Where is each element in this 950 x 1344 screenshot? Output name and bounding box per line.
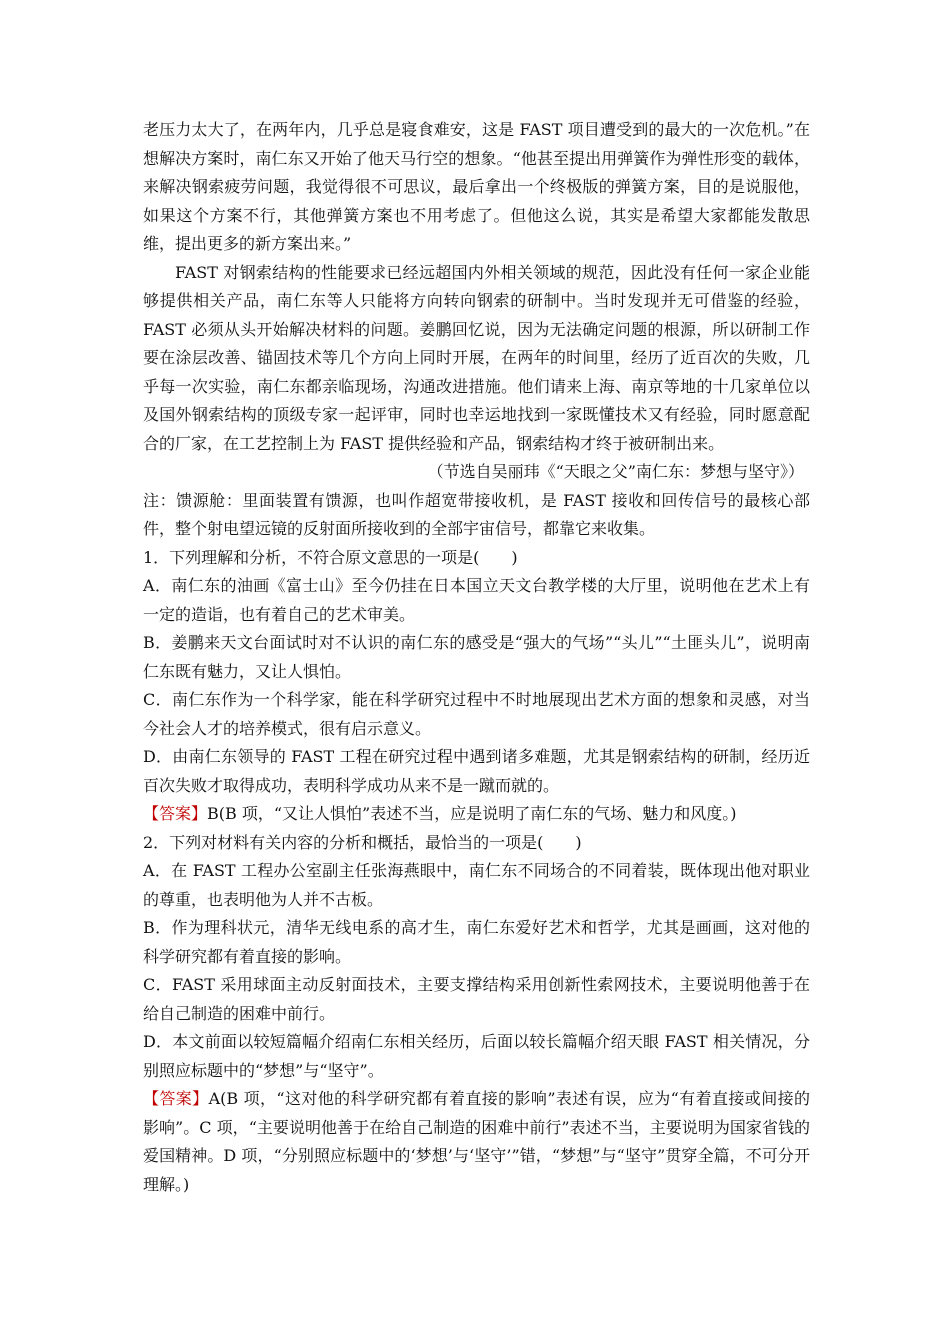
option-c: C．南仁东作为一个科学家，能在科学研究过程中不时地展现出艺术方面的想象和灵感，对当今社会人才的培养模式，很有启示意义。	[143, 690, 810, 738]
question-2	[143, 829, 810, 1200]
option-b: B．作为理科状元，清华无线电系的高才生，南仁东爱好艺术和哲学，尤其是画画，这对他的科学研究都有着直接的影响。	[143, 918, 810, 966]
option-c: C．FAST 采用球面主动反射面技术，主要支撑结构采用创新性索网技术，主要说明他善于在给自己制造的困难中前行。	[143, 975, 810, 1023]
answer-text: B(B 项，“又让人惧怕”表述不当，应是说明了南仁东的气场、魅力和风度。)	[207, 804, 737, 823]
answer-tag: 【答案】	[143, 804, 208, 823]
question-stem: 1．下列理解和分析，不符合原文意思的一项是( )	[143, 547, 518, 567]
option-d: D．本文前面以较短篇幅介绍南仁东相关经历，后面以较长篇幅介绍天眼 FAST 相关情况，分别照应标题中的“梦想”与“坚守”。	[143, 1032, 810, 1080]
passage-paragraph-1: 老压力太大了，在两年内，几乎总是寝食难安，这是 FAST 项目遭受到的最大的一次危机。”在想解决方案时，南仁东又开始了他天马行空的想象。“他甚至提出用弹簧作为弹性形变的载体，来解决钢索疲劳问题，我觉得很不可思议，最后拿出一个终极版的弹簧方案，目的是说服他，如果这个方案不行，其他弹簧方案也不用考虑了。但他这么说，其实是希望大家都能发散思维，提出更多的新方案出来。”	[143, 120, 810, 253]
footnote: 注：馈源舱：里面装置有馈源，也叫作超宽带接收机，是 FAST 接收和回传信号的最核心部件，整个射电望远镜的反射面所接收到的全部宇宙信号，都靠它来收集。	[143, 490, 810, 538]
passage-paragraph-2: FAST 对钢索结构的性能要求已经远超国内外相关领域的规范，因此没有任何一家企业能够提供相关产品，南仁东等人只能将方向转向钢索的研制中。当时发现并无可借鉴的经验，FAST 必须从头开始解决材料的问题。姜鹏回忆说，因为无法确定问题的根源，所以研制工作要在涂层改善、锚固技术等几个方向上同时开展，在两年的时间里，经历了近百次的失败，几乎每一次实验，南仁东都亲临现场，沟通改进措施。他们请来上海、南京等地的十几家单位以及国外钢索结构的顶级专家一起评审，同时也幸运地找到一家既懂技术又有经验，同时愿意配合的厂家，在工艺控制上为 FAST 提供经验和产品，钢索结构才终于被研制出来。	[143, 262, 810, 453]
option-a: A．南仁东的油画《富士山》至今仍挂在日本国立天文台教学楼的大厅里，说明他在艺术上有一定的造诣，也有着自己的艺术审美。	[143, 576, 810, 624]
option-d: D．由南仁东领导的 FAST 工程在研究过程中遇到诸多难题，尤其是钢索结构的研制，经历近百次失败才取得成功，表明科学成功从来不是一蹴而就的。	[143, 747, 810, 795]
option-b: B．姜鹏来天文台面试时对不认识的南仁东的感受是“强大的气场”“头儿”“土匪头儿”，说明南仁东既有魅力，又让人惧怕。	[143, 633, 810, 681]
answer-text: A(B 项，“这对他的科学研究都有着直接的影响”表述有误，应为“有着直接或间接的影响”。C 项，“主要说明他善于在给自己制造的困难中前行”表述不当，主要说明为国家省钱的爱国精神。D 项，“分别照应标题中的‘梦想’与‘坚守’”错，“梦想”与“坚守”贯穿全篇，不可分开理解。)	[143, 1089, 810, 1194]
answer-tag: 【答案】	[143, 1089, 209, 1108]
question-stem: 2．下列对材料有关内容的分析和概括，最恰当的一项是( )	[143, 832, 582, 852]
question-1	[143, 544, 810, 829]
option-a: A．在 FAST 工程办公室副主任张海燕眼中，南仁东不同场合的不同着装，既体现出他对职业的尊重，也表明他为人并不古板。	[143, 861, 810, 909]
answer	[143, 800, 810, 829]
source-citation: （节选自吴丽玮《“天眼之父”南仁东：梦想与坚守》）	[427, 462, 804, 481]
answer	[143, 1085, 810, 1199]
